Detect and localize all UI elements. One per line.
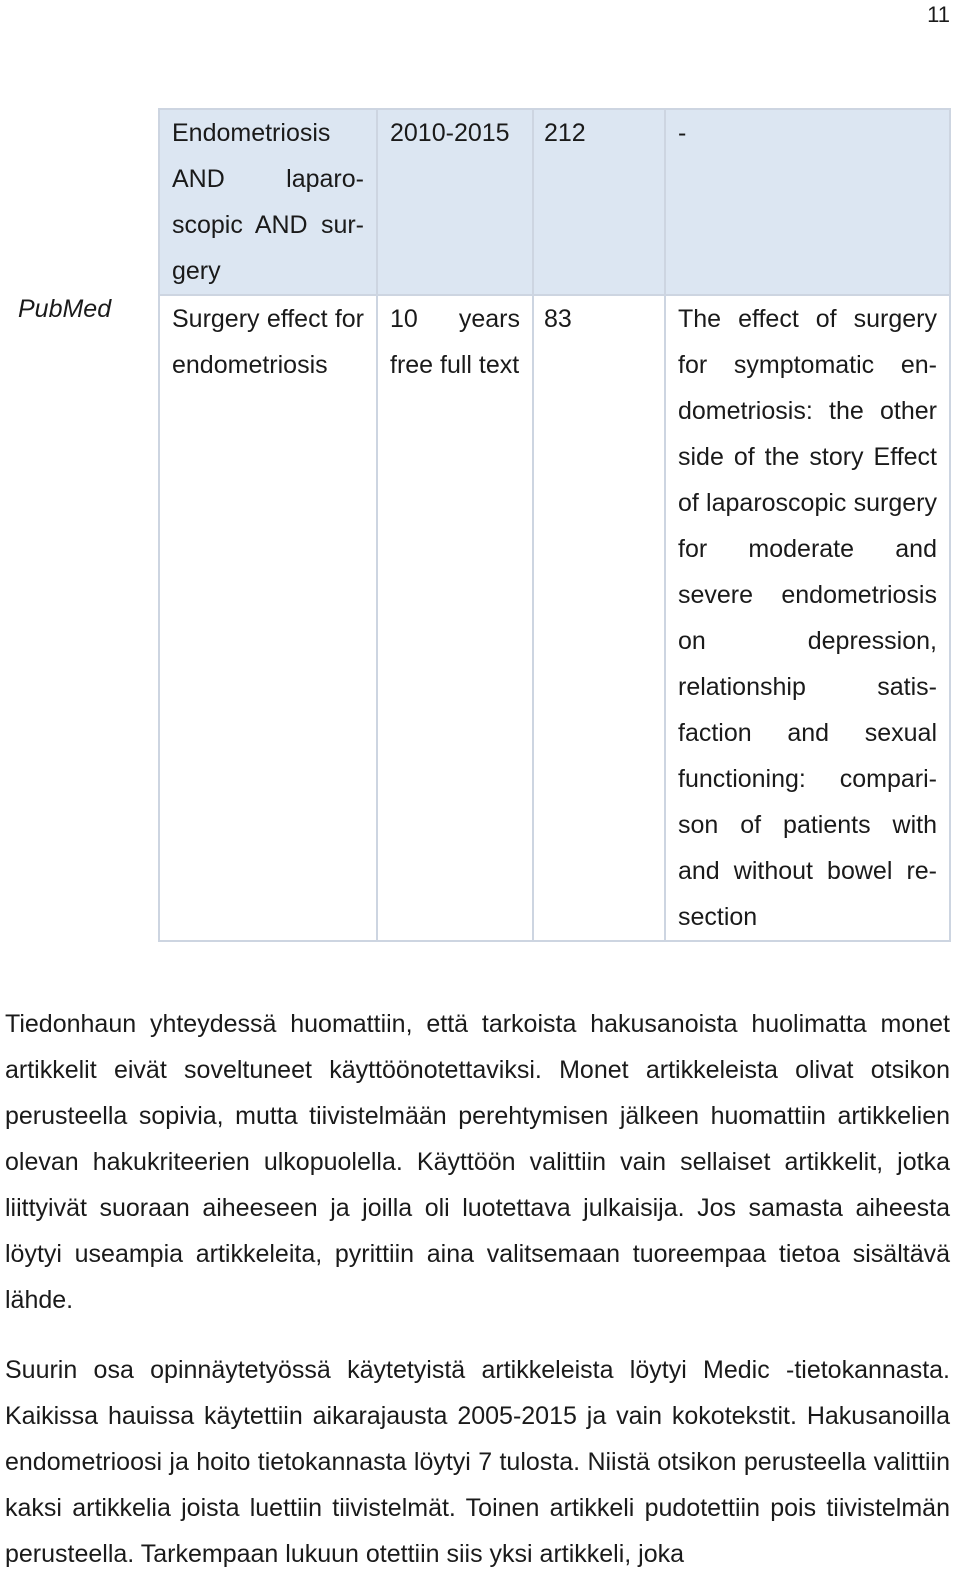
results-count-cell: 83 — [533, 295, 665, 941]
results-count-cell: 212 — [533, 109, 665, 295]
body-paragraph: Suurin osa opinnäytetyössä käytetyistä artikkeleista löytyi Medic -tietokannasta. Kaikissa hauissa käytettiin aikarajausta 2005-2015 ja vain kokotekstit. Hakusanoilla endometrioosi ja hoito tietokannasta löytyi 7 tulosta. Niistä otsikon perusteella valittiin kaksi artikkelia joista luettiin tiivistelmät. Toinen artikkeli pudotettiin pois tiivistelmän perusteella. Tarkempaan lukuun otettiin siis yksi artikkeli, joka — [5, 1356, 950, 1568]
selected-articles-cell: The effect of surgery for symptomatic endometriosis: the other side of the story Effect of laparoscopic surgery for moderate and severe endometriosis on depression, relationship satisfaction and sexual functioning: comparison of patients with and without bowel resection — [665, 295, 950, 941]
limits-cell: 10 years free full text — [377, 295, 533, 941]
page-number: 11 — [927, 2, 950, 27]
search-results-table — [158, 108, 951, 942]
limits-cell: 2010-2015 — [377, 109, 533, 295]
table-row — [159, 295, 950, 941]
table-row — [159, 109, 950, 295]
database-label: PubMed — [18, 295, 112, 323]
search-terms-cell: Endometriosis AND laparoscopic AND surgery — [159, 109, 377, 295]
search-terms-cell: Surgery effect for endometriosis — [159, 295, 377, 941]
body-paragraph: Tiedonhaun yhteydessä huomattiin, että tarkoista hakusanoista huolimatta monet artikkelit eivät soveltuneet käyttöönotettaviksi. Monet artikkeleista olivat otsikon perusteella sopivia, mutta tiivistelmään perehtymisen jälkeen huomattiin artikkelien olevan hakukriteerien ulkopuolella. Käyttöön valittiin vain sellaiset artikkelit, jotka liittyivät suoraan aiheeseen ja joilla oli luotettava julkaisija. Jos samasta aiheesta löytyi useampia artikkeleita, pyrittiin aina valitsemaan tuoreempaa tietoa sisältävä lähde. — [5, 1010, 950, 1314]
selected-articles-cell: - — [665, 109, 950, 295]
